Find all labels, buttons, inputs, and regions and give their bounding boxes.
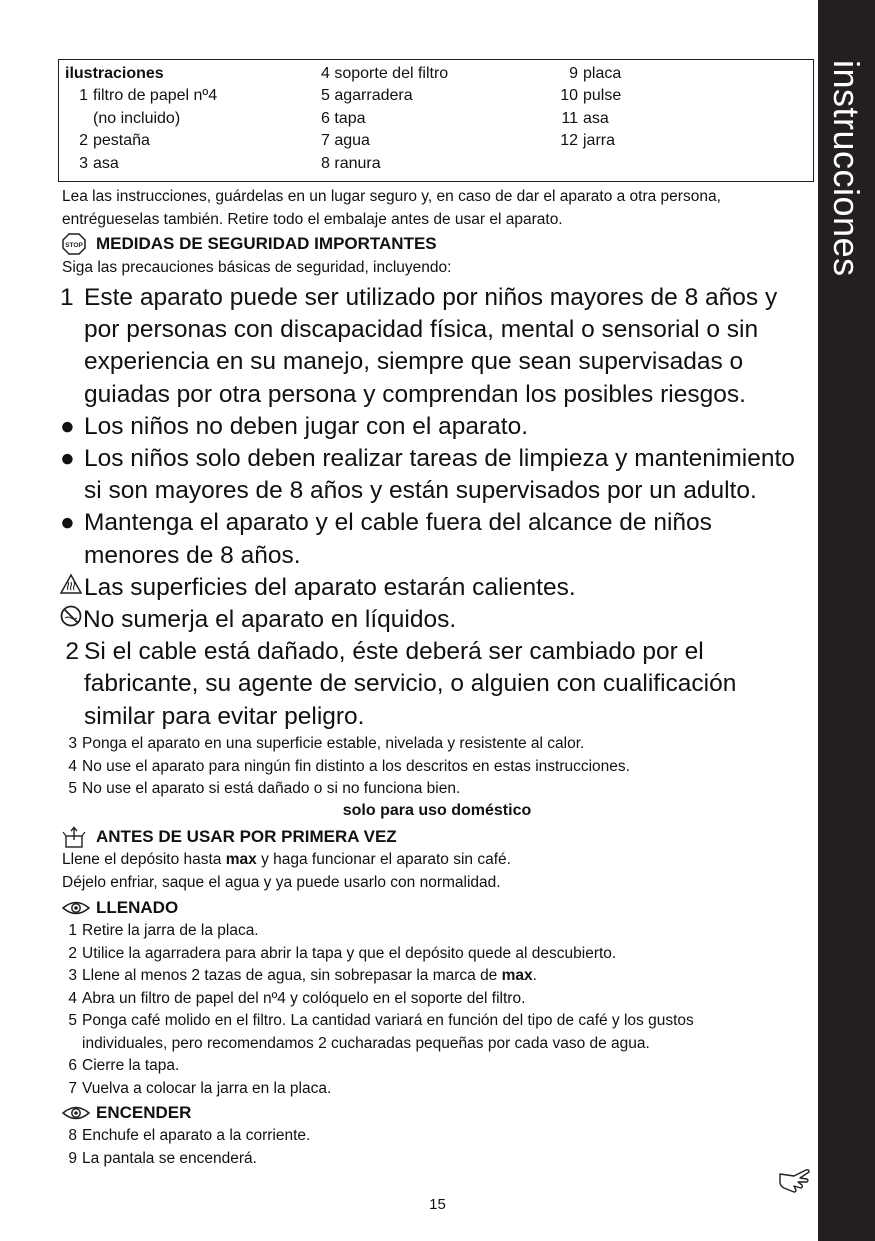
list-item: 1 Retire la jarra de la placa. — [68, 922, 259, 939]
list-item: 6 tapa — [321, 109, 366, 127]
unbox-icon — [62, 826, 96, 848]
illustrations-column-2 — [321, 63, 448, 175]
household-use-note: solo para uso doméstico — [342, 802, 532, 819]
eye-icon — [62, 900, 96, 916]
first-use-heading: ANTES DE USAR POR PRIMERA VEZ — [62, 825, 812, 849]
safety-section — [62, 232, 812, 280]
list-item: 8 ranura — [321, 154, 381, 172]
filling-steps — [62, 920, 812, 1100]
safety-subtitle: Siga las precauciones básicas de seguridad, incluyendo: — [62, 259, 452, 276]
first-use-section — [62, 825, 812, 894]
list-item: individuales, pero recomendamos 2 cucharadas pequeñas por cada vaso de agua. — [82, 1034, 650, 1052]
filling-section — [62, 896, 812, 1100]
sidebar-title: instrucciones — [826, 60, 867, 277]
sidebar-tab — [818, 0, 875, 1241]
list-item: 5 agarradera — [321, 87, 413, 105]
no-immerse-icon — [60, 604, 81, 636]
intro-text: Lea las instrucciones, guárdelas en un lugar seguro y, en caso de dar el aparato a otra persona, entrégueselas también. Retire todo el embalaje antes de usar el aparato. — [62, 188, 721, 228]
illustrations-column-1 — [65, 63, 217, 175]
list-item: 5 Ponga café molido en el filtro. La cantidad variará en función del tipo de café y los gustos — [68, 1012, 694, 1029]
list-item: 1 Este aparato puede ser utilizado por niños mayores de 8 años y por personas con discapacidad física, mental o sensorial o sin experiencia en su manejo, siempre que sean supervisadas o guiadas por otra persona y comprendan los posibles riesgos. — [60, 284, 778, 408]
hot-surface-icon — [60, 572, 81, 604]
illustrations-heading: ilustraciones — [65, 65, 164, 82]
list-item: 3 Ponga el aparato en una superficie estable, nivelada y resistente al calor. — [68, 735, 585, 752]
list-item: 9 La pantala se encenderá. — [68, 1149, 257, 1167]
list-item: No sumerja el aparato en líquidos. — [60, 604, 810, 636]
switch-on-steps — [62, 1125, 812, 1170]
list-item: (no incluido) — [93, 109, 181, 127]
list-item: 4 Abra un filtro de papel del nº4 y colóquelo en el soporte del filtro. — [68, 989, 526, 1007]
list-item: 6 Cierre la tapa. — [68, 1057, 180, 1074]
first-use-line-2: Déjelo enfriar, saque el agua y ya puede usarlo con normalidad. — [62, 873, 501, 891]
filling-heading: LLENADO — [62, 896, 812, 920]
list-item: 8 Enchufe el aparato a la corriente. — [68, 1127, 311, 1144]
svg-text:STOP: STOP — [65, 242, 83, 249]
list-item: 7 Vuelva a colocar la jarra en la placa. — [68, 1079, 332, 1097]
eye-icon — [62, 1105, 96, 1121]
first-use-line-1: Llene el depósito hasta max y haga funcionar el aparato sin café. — [62, 851, 511, 868]
list-item: 7 agua — [321, 132, 370, 150]
list-item: 2 Si el cable está dañado, éste deberá ser cambiado por el fabricante, su agente de servicio, o alguien con cualificación similar para evitar peligro. — [65, 638, 737, 730]
list-item: 2 Utilice la agarradera para abrir la tapa y que el depósito quede al descubierto. — [68, 944, 617, 962]
list-item: 10 pulse — [560, 87, 622, 105]
bullet-icon: ● — [60, 445, 75, 473]
safety-heading: STOP MEDIDAS DE SEGURIDAD IMPORTANTES — [62, 232, 812, 256]
bullet-icon: ● — [60, 412, 75, 440]
list-item: 3 Llene al menos 2 tazas de agua, sin sobrepasar la marca de max. — [68, 967, 537, 984]
list-item: 2 pestaña — [79, 132, 150, 150]
list-item: 1 filtro de papel nº4 — [79, 87, 218, 105]
safety-large-items — [60, 282, 810, 733]
bullet-icon: ● — [60, 509, 75, 537]
illustrations-column-3 — [560, 63, 621, 153]
list-item: 4 No use el aparato para ningún fin distinto a los descritos en estas instrucciones. — [68, 757, 630, 775]
switch-on-heading: ENCENDER — [62, 1101, 812, 1125]
list-item: ● Mantenga el aparato y el cable fuera del alcance de niños menores de 8 años. — [60, 509, 712, 569]
list-item: 12 jarra — [560, 132, 616, 150]
list-item: ● Los niños solo deben realizar tareas de limpieza y mantenimiento si son mayores de 8 años y están supervisados por un adulto. — [60, 445, 795, 505]
list-item: ● Los niños no deben jugar con el aparato. — [60, 411, 810, 443]
list-item: 3 asa — [79, 154, 119, 172]
page-number: 15 — [429, 1196, 446, 1213]
illustrations-box — [58, 59, 814, 182]
stop-icon — [62, 233, 96, 255]
list-item: 5 No use el aparato si está dañado o si no funciona bien. — [68, 780, 461, 797]
list-item: 9 placa — [569, 65, 622, 82]
safety-small-items — [62, 733, 812, 801]
list-item: 11 asa — [561, 109, 609, 127]
list-item: 4 soporte del filtro — [321, 65, 449, 82]
switch-on-section — [62, 1101, 812, 1170]
list-item: Las superficies del aparato estarán calientes. — [60, 572, 810, 604]
